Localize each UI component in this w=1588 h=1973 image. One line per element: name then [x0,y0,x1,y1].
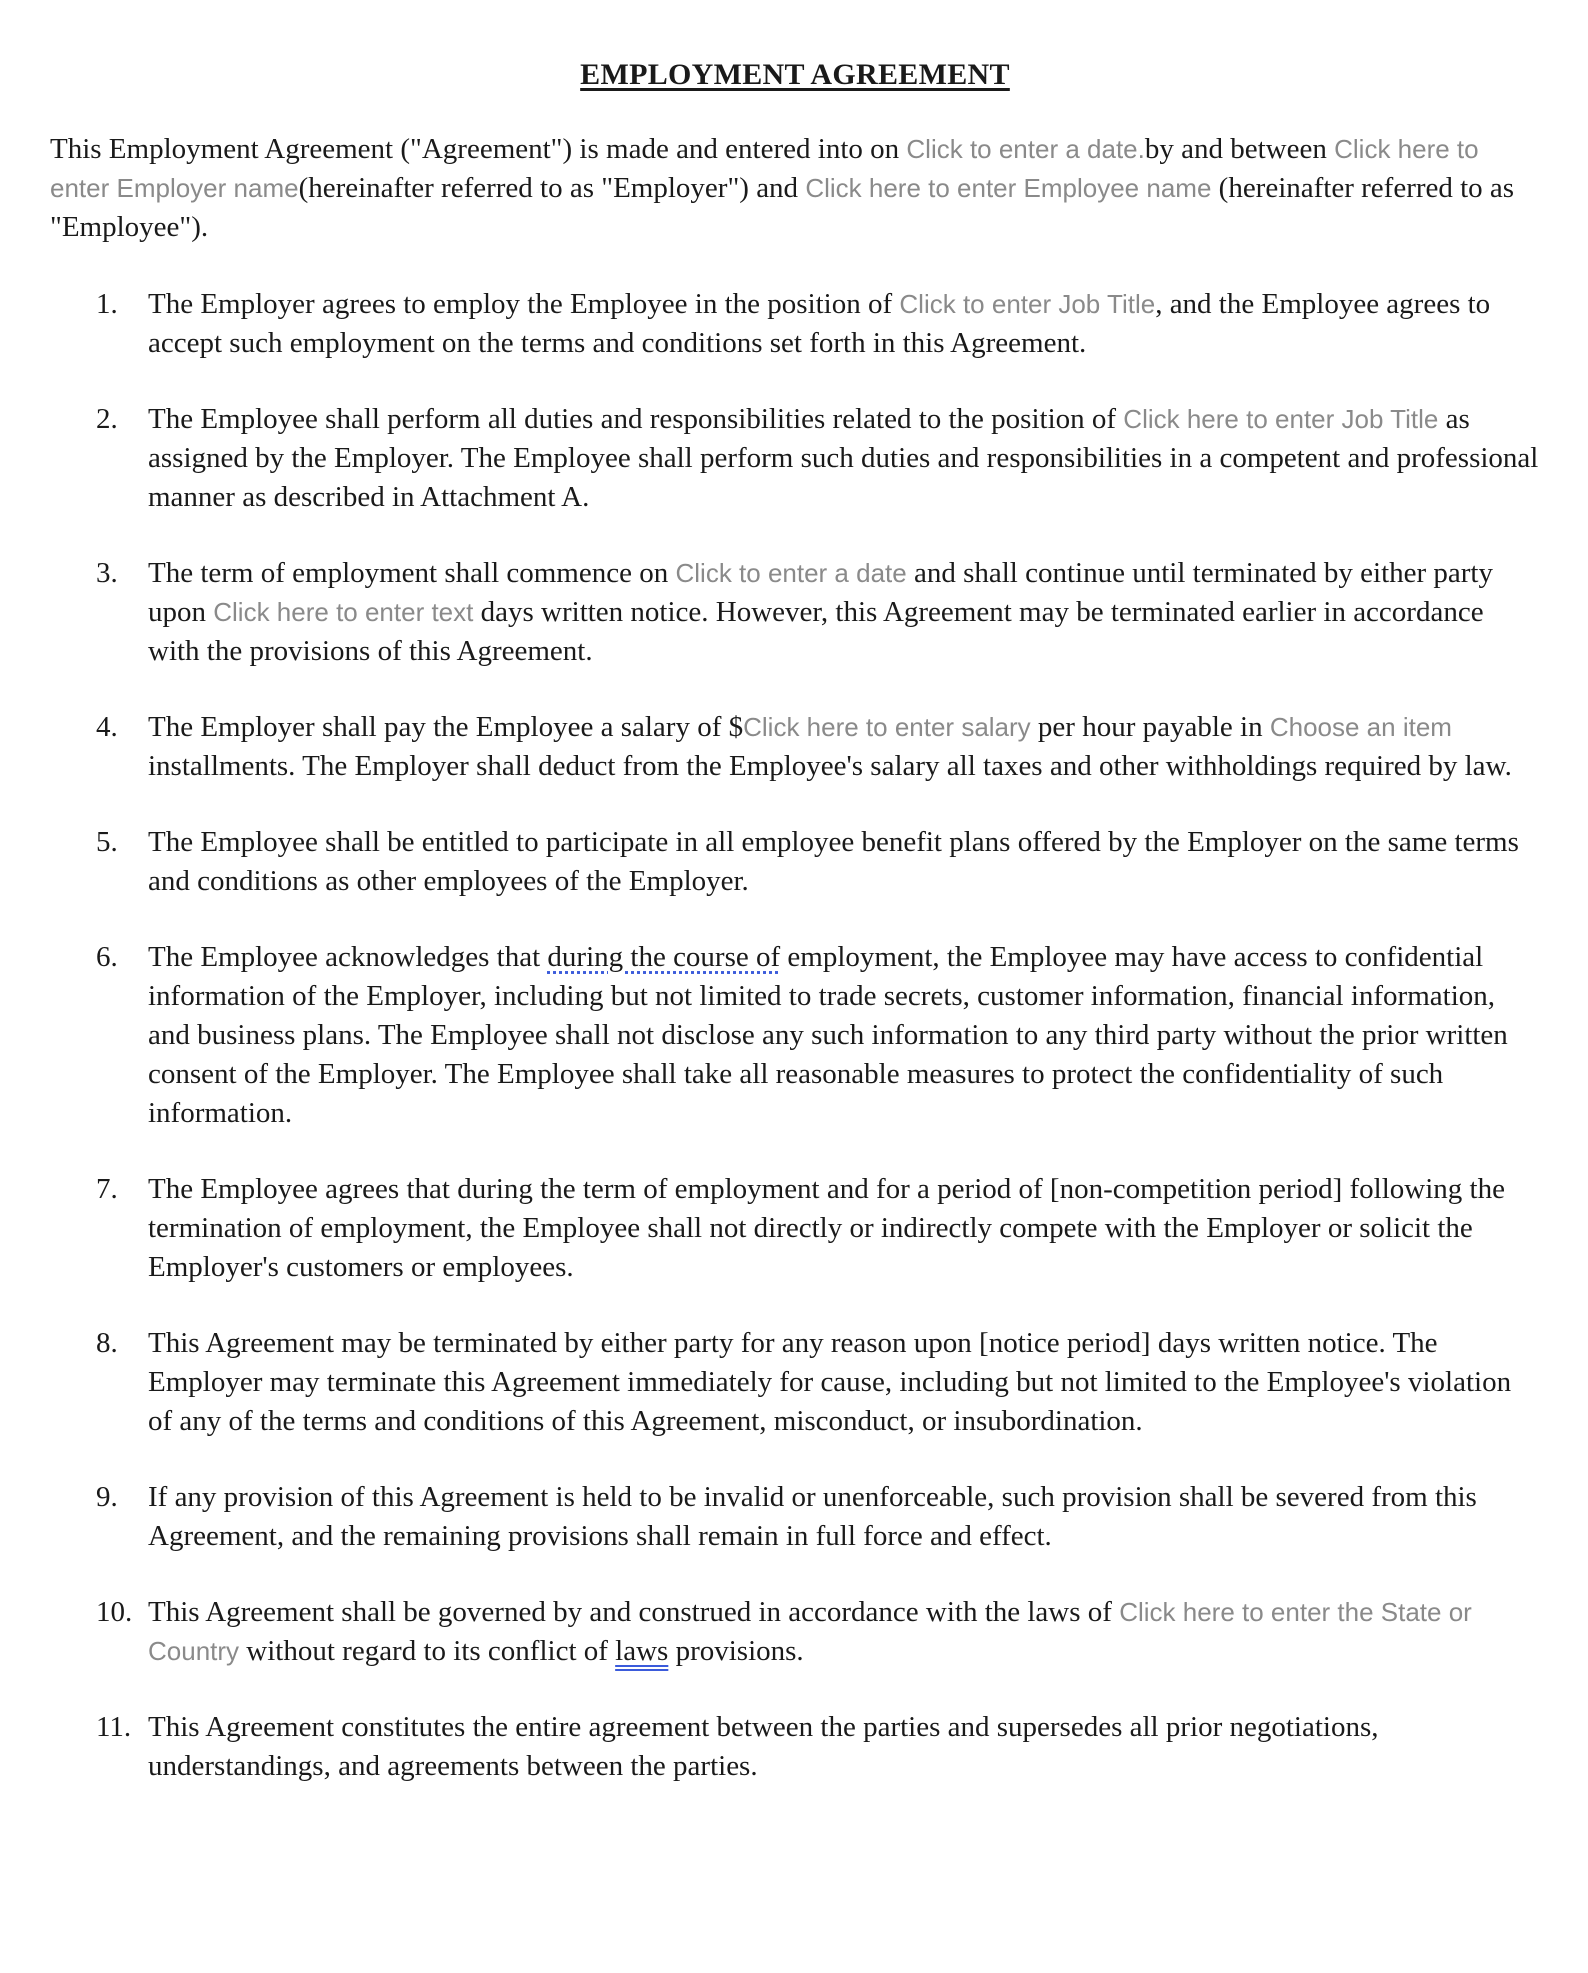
clause-text: This Agreement constitutes the entire agreement between the parties and supersedes all prior negotiations, understandings, and agreements between the parties. [148,1711,1379,1782]
salary-placeholder-field[interactable]: Click here to enter salary [743,712,1031,742]
clause-number: 10. [96,1596,133,1628]
clause-text: provisions. [668,1635,804,1667]
clause-number: 6. [96,941,118,973]
clause-text: , and the Employee agrees to accept such employment on the terms and conditions set forth in this Agreement. [148,288,1491,359]
intro-text: by and between [1144,133,1335,165]
intro-text: This Employment Agreement ("Agreement") is made and entered into on [50,133,907,165]
clause-item [50,938,1540,1133]
clause-number: 7. [96,1173,118,1205]
clause-text: The Employee shall be entitled to participate in all employee benefit plans offered by the Employer on the same terms and conditions as other employees of the Employer. [148,826,1519,897]
clause-item [50,285,1540,363]
document-title: EMPLOYMENT AGREEMENT [580,58,1010,91]
clause-text: The term of employment shall commence on [148,557,676,589]
intro-text: (hereinafter referred to as "Employee"). [50,172,1515,243]
start-date-placeholder-field[interactable]: Click to enter a date [675,558,907,588]
clause-item [50,823,1540,901]
clause-number: 11. [96,1711,132,1743]
proofing-marked-text[interactable]: laws [615,1635,669,1667]
clause-number: 9. [96,1481,118,1513]
clause-text: as assigned by the Employer. The Employee shall perform such duties and responsibilities in a competent and professional manner as described in Attachment A. [148,403,1539,513]
clause-text: and shall continue until terminated by either party upon [148,557,1493,628]
clause-text: without regard to its conflict of [239,1635,616,1667]
clause-text: per hour payable in [1030,711,1270,743]
date-placeholder-field[interactable]: Click to enter a date. [906,134,1145,164]
employee-name-placeholder-field[interactable]: Click here to enter Employee name [805,173,1212,203]
document-page [50,58,1540,1823]
clause-item [50,1708,1540,1786]
job-title-placeholder-field[interactable]: Click to enter Job Title [899,289,1156,319]
clause-item [50,1478,1540,1556]
clause-item [50,1324,1540,1441]
intro-text: (hereinafter referred to as "Employer") and [298,172,806,204]
clause-text: The Employer agrees to employ the Employee in the position of [148,288,900,320]
clause-number: 8. [96,1327,118,1359]
clause-number: 4. [96,711,118,743]
clause-text: If any provision of this Agreement is held to be invalid or unenforceable, such provision shall be severed from this Agreement, and the remaining provisions shall remain in full force and effect. [148,1481,1477,1552]
notice-days-placeholder-field[interactable]: Click here to enter text [213,597,474,627]
clause-number: 2. [96,403,118,435]
clause-text: This Agreement shall be governed by and construed in accordance with the laws of [148,1596,1120,1628]
clause-item [50,554,1540,671]
clause-item [50,400,1540,517]
clause-number: 3. [96,557,118,589]
clause-item [50,708,1540,786]
job-title-placeholder-field[interactable]: Click here to enter Job Title [1123,404,1439,434]
clause-number: 5. [96,826,118,858]
intro-paragraph [50,130,1540,247]
clause-item [50,1170,1540,1287]
clause-item [50,1593,1540,1671]
proofing-marked-text[interactable]: during the course of [547,941,781,973]
clause-text: This Agreement may be terminated by either party for any reason upon [notice period] days written notice. The Employer may terminate this Agreement immediately for cause, including but not limited to the Employee's violation of any of the terms and conditions of this Agreement, misconduct, or insubordination. [148,1327,1512,1437]
installment-dropdown-field[interactable]: Choose an item [1269,712,1452,742]
clause-list [50,285,1540,1786]
clause-text: The Employee agrees that during the term of employment and for a period of [non-competition period] following the termination of employment, the Employee shall not directly or indirectly compete with the Employer or solicit the Employer's customers or employees. [148,1173,1505,1283]
jurisdiction-placeholder-field[interactable]: Click here to enter the State or Country [148,1597,1472,1666]
clause-text: installments. The Employer shall deduct from the Employee's salary all taxes and other withholdings required by law. [148,750,1512,782]
clause-number: 1. [96,288,118,320]
clause-text: The Employee acknowledges that [148,941,548,973]
clause-text: The Employer shall pay the Employee a salary of $ [148,711,744,743]
employer-name-placeholder-field[interactable]: Click here to enter Employer name [50,134,1479,203]
clause-text: days written notice. However, this Agreement may be terminated earlier in accordance with the provisions of this Agreement. [148,596,1484,667]
clause-text: employment, the Employee may have access to confidential information of the Employer, including but not limited to trade secrets, customer information, financial information, and business plans. The Employee shall not disclose any such information to any third party without the prior written consent of the Employer. The Employee shall take all reasonable measures to protect the confidentiality of such information. [148,941,1508,1129]
clause-text: The Employee shall perform all duties and responsibilities related to the position of [148,403,1124,435]
